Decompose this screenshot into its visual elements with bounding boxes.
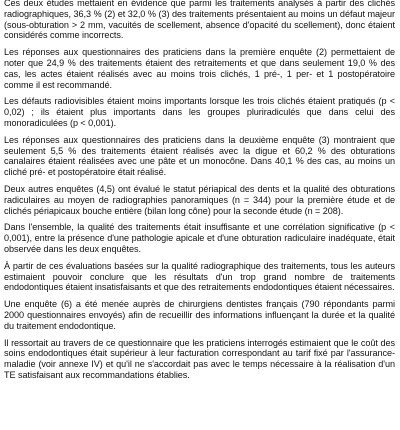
paragraph-3: Les défauts radiovisibles étaient moins importants lorsque les trois clichés étaient pratiqués (p < 0,02) ; ils étaient plus importants dans les groupes pluriradiculés que dans celui des monoradiculées (p < 0,001).	[4, 96, 395, 128]
document-page	[4, 0, 395, 387]
paragraph-2: Les réponses aux questionnaires des praticiens dans la première enquête (2) permettaient de noter que 24,9 % des traitements étaient des retraitements et que dans seulement 19,0 % des cas, les actes étaient réalisés avec au moins trois clichés, 1 pré-, 1 per- et 1 postopératoire comme il est recommandé.	[4, 47, 395, 90]
paragraph-9: Il ressortait au travers de ce questionnaire que les praticiens interrogés estimaient que le coût des soins endodontiques était supérieur à leur facturation correspondant au tarif fixé par l'assurance-maladie (voir annexe IV) et qu'il ne s'accordait pas avec le temps nécessaire à la réalisation d'un TE satisfaisant aux recommandations établies.	[4, 337, 395, 380]
paragraph-6: Dans l'ensemble, la qualité des traitements était insuffisante et une corrélation significative (p < 0,001), entre la présence d'une pathologie apicale et d'une obturation radiculaire inadéquate, était observée dans les deux enquêtes.	[4, 222, 395, 254]
paragraph-1: Ces deux études mettaient en évidence que parmi les traitements analysés à partir des clichés radiographiques, 36,3 % (2) et 32,0 % (3) des traitements présentaient au moins un défaut majeur (sous-obturation > 2 mm, vacuités de scellement, absence d'opacité du scellement), donc étaient considérés comme incorrects.	[4, 0, 395, 41]
paragraph-8: Une enquête (6) a été menée auprès de chirurgiens dentistes français (790 répondants parmi 2000 questionnaires envoyés) afin de recueillir des informations influençant la durée et la qualité du traitement endodontique.	[4, 299, 395, 331]
paragraph-5: Deux autres enquêtes (4,5) ont évalué le statut périapical des dents et la qualité des obturations radiculaires au moyen de radiographies panoramiques (n = 344) pour la première étude et de clichés périapicaux bouche entière (bilan long cône) pour la seconde étude (n = 208).	[4, 183, 395, 216]
paragraph-7: À partir de ces évaluations basées sur la qualité radiographique des traitements, tous les auteurs estimaient pouvoir conclure que les résultats d'un trop grand nombre de traitements endodontiques étaient insatisfaisants et que des retraitements endodontiques étaient nécessaires.	[4, 260, 395, 293]
paragraph-4: Les réponses aux questionnaires des praticiens dans la deuxième enquête (3) montraient que seulement 5,5 % des traitements étaient réalisés avec la digue et 60,2 % des obturations canalaires étaient réalisées avec une pâte et un monocône. Dans 40,1 % des cas, au moins un cliché pré- et postopératoire était réalisé.	[4, 134, 395, 178]
